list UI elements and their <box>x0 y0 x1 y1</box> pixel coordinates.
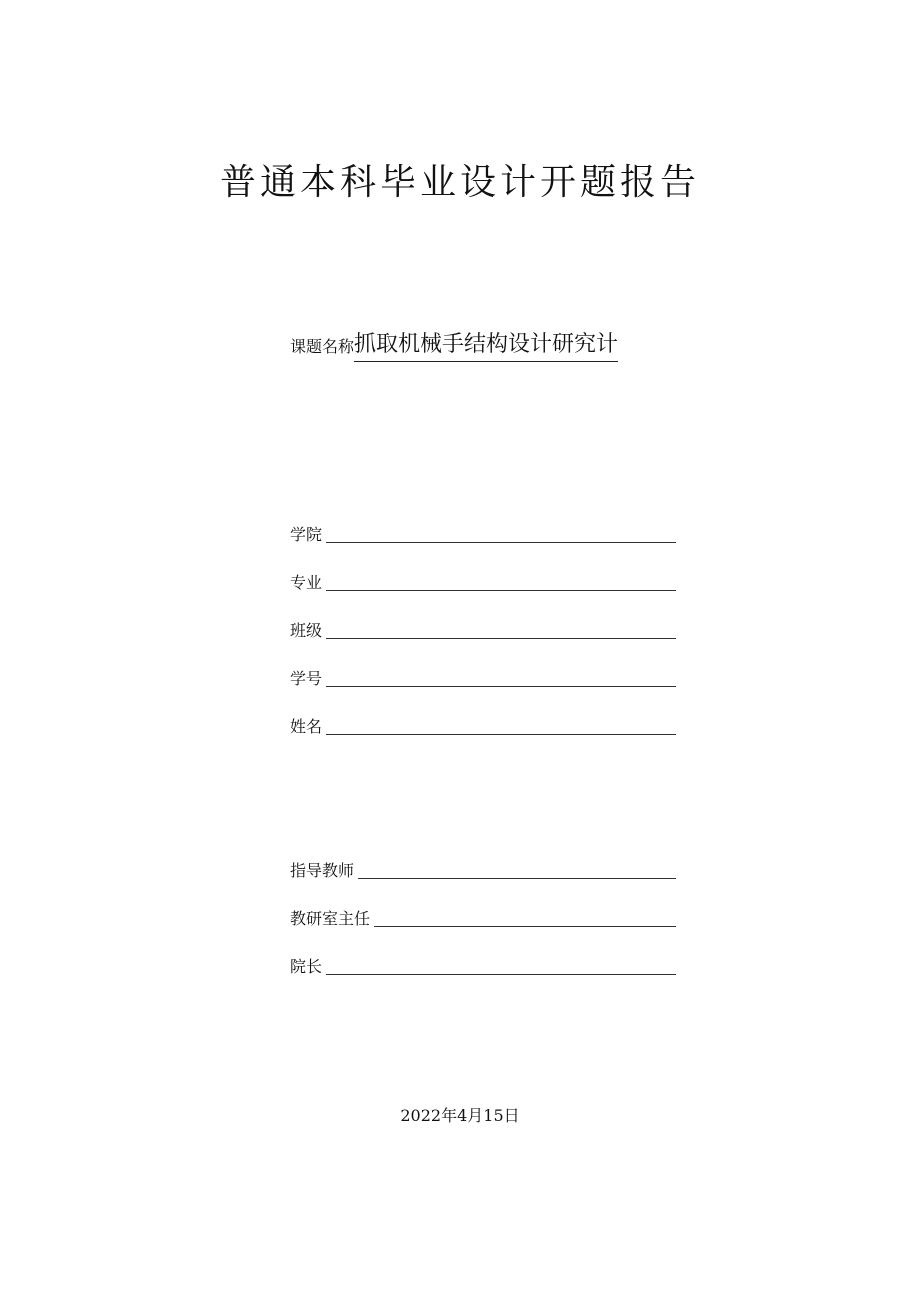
field-name-blank <box>326 734 676 735</box>
field-advisor-blank <box>358 878 676 879</box>
field-major-blank <box>326 590 676 591</box>
field-major-label: 专业 <box>290 573 323 592</box>
field-name-label: 姓名 <box>290 717 323 736</box>
topic-label: 课题名称 <box>290 337 355 356</box>
field-dean-blank <box>326 974 676 975</box>
field-advisor-label: 指导教师 <box>290 861 355 880</box>
field-college <box>290 520 676 546</box>
field-class <box>290 616 676 642</box>
field-student-id <box>290 664 676 690</box>
topic-value: 抓取机械手结构设计研究计 <box>354 330 618 362</box>
field-class-blank <box>326 638 676 639</box>
field-major <box>290 568 676 594</box>
field-office-director-label: 教研室主任 <box>290 909 371 928</box>
field-office-director <box>290 904 676 930</box>
field-student-id-label: 学号 <box>290 669 323 688</box>
report-date: 2022年4月15日 <box>400 1106 520 1125</box>
field-office-director-blank <box>374 926 676 927</box>
report-title: 普通本科毕业设计开题报告 <box>219 162 700 203</box>
field-college-label: 学院 <box>290 525 323 544</box>
field-college-blank <box>326 542 676 543</box>
field-advisor <box>290 856 676 882</box>
field-dean <box>290 952 676 978</box>
field-name <box>290 712 676 738</box>
field-dean-label: 院长 <box>290 957 323 976</box>
field-class-label: 班级 <box>290 621 323 640</box>
topic-row <box>290 326 618 362</box>
field-student-id-blank <box>326 686 676 687</box>
